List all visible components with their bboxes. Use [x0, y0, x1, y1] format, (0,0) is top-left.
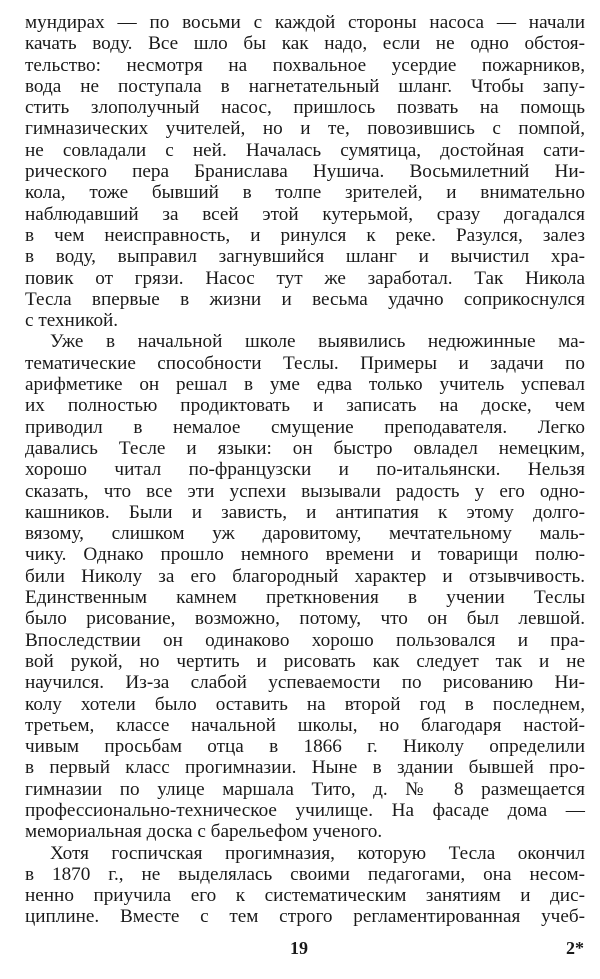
- text-line: повик от грязи. Насос тут же заработал. Так Никола: [25, 267, 585, 289]
- text-line: ненно приучила его к систематическим занятиям и дис-: [25, 885, 585, 907]
- text-line: вязому, слишком уж даровитому, мечтательному маль-: [25, 523, 585, 545]
- text-line: мундирах — по восьми с каждой стороны насоса — начали: [25, 12, 585, 33]
- text-line: мемориальная доска с барельефом ученого.: [25, 821, 383, 843]
- text-line: вода не поступала в нагнетательный шланг. Чтобы запу-: [25, 75, 585, 97]
- text-line: давались Тесле и языки: он быстро овладел немецким,: [25, 437, 585, 459]
- text-line: в 1870 г., не выделялась своими педагогами, она несом-: [25, 863, 585, 885]
- page-number: 19: [290, 938, 308, 958]
- text-line: вой рукой, но чертить и рисовать как следует так и не: [25, 650, 585, 672]
- text-line: Хотя госпичская прогимназия, которую Тесла окончил: [50, 842, 585, 864]
- text-line: стить злополучный насос, пришлось позвать на помощь: [25, 97, 585, 119]
- text-line: в первый класс прогимназии. Ныне в здании бывшей про-: [25, 757, 585, 779]
- text-line: колу хотели было оставить на второй год в последнем,: [25, 693, 585, 715]
- text-line: били Николу за его благородный характер и отзывчивость.: [25, 565, 585, 587]
- text-line: хорошо читал по-французски и по-итальянски. Нельзя: [25, 459, 585, 481]
- text-line: рического пера Бранислава Нушича. Восьмилетний Ни-: [25, 161, 585, 183]
- text-line: тематические способности Теслы. Примеры и задачи по: [25, 352, 585, 374]
- text-line: в воду, выправил загнувшийся шланг и вычистил хра-: [25, 246, 585, 268]
- paragraph-school-abilities: [25, 331, 585, 842]
- text-line: было рисование, возможно, потому, что он был левшой.: [25, 608, 585, 630]
- text-line: их полностью продиктовать и записать на доске, чем: [25, 395, 585, 417]
- text-line: чику. Однако прошло немного времени и товарищи полю-: [25, 544, 585, 566]
- text-line: тельство: несмотря на похвальное усердие пожарников,: [25, 54, 585, 76]
- text-line: Единственным камнем преткновения в учении Теслы: [25, 587, 585, 609]
- book-page-body: [25, 12, 585, 928]
- text-line: кола, тоже бывший в толпе зрителей, и внимательно: [25, 182, 585, 204]
- text-line: наблюдавший за всей этой кутерьмой, сразу догадался: [25, 203, 585, 225]
- text-line: гимназии по улице маршала Тито, д. № 8 размещается: [25, 778, 585, 800]
- text-line: арифметике он решал в уме едва только учитель успевал: [25, 374, 585, 396]
- text-line: с техникой.: [25, 310, 119, 332]
- paragraph-progymnasium: [25, 843, 585, 928]
- text-line: сказать, что все эти успехи вызывали радость у его одно-: [25, 480, 585, 502]
- text-line: циплине. Вместе с тем строго регламентированная учеб-: [25, 906, 585, 928]
- text-line: в чем неисправность, и ринулся к реке. Разулся, залез: [25, 224, 585, 246]
- text-line: не совладали с ней. Началась сумятица, достойная сати-: [25, 139, 585, 161]
- text-line: Тесла впервые в жизни и весьма удачно соприкоснулся: [25, 288, 585, 310]
- text-line: Уже в начальной школе выявились недюжинные ма-: [50, 331, 585, 353]
- signature-mark: 2*: [566, 938, 584, 958]
- text-line: кашников. Были и зависть, и антипатия к этому долго-: [25, 501, 585, 523]
- text-line: третьем, классе начальной школы, но благодаря настой-: [25, 714, 585, 736]
- text-line: приводил в немалое смущение преподавателя. Легко: [25, 416, 585, 438]
- text-line: чивым просьбам отца в 1866 г. Николу определили: [25, 736, 585, 758]
- text-line: гимназических учителей, но и те, повозившись с помпой,: [25, 118, 585, 140]
- text-line: качать воду. Все шло бы как надо, если не одно обстоя-: [25, 33, 585, 55]
- text-line: профессионально-техническое училище. На фасаде дома —: [25, 799, 585, 821]
- paragraph-fire-pump: [25, 12, 585, 331]
- text-line: Впоследствии он одинаково хорошо пользовался и пра-: [25, 629, 585, 651]
- text-line: научился. Из-за слабой успеваемости по рисованию Ни-: [25, 672, 585, 694]
